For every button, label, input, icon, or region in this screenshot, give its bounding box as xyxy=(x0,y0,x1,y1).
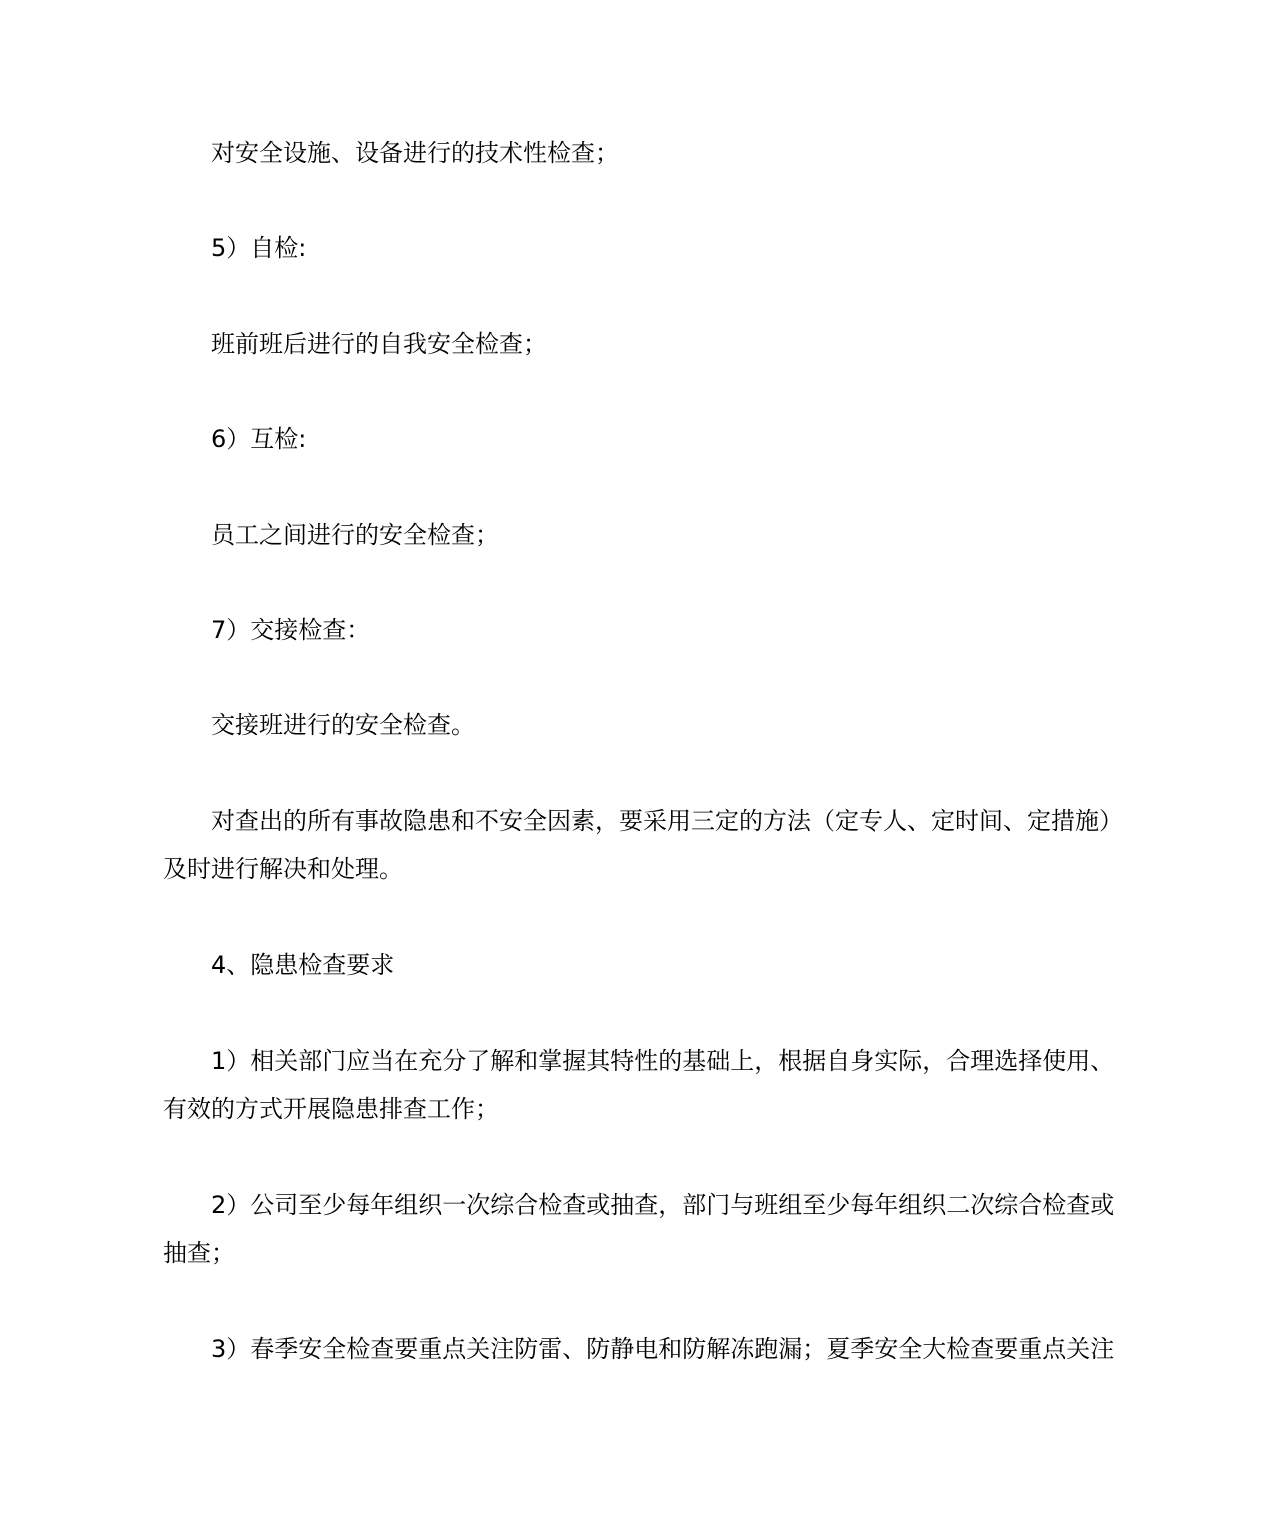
section-heading-hazard-requirements: 4、隐患检查要求 xyxy=(211,951,395,979)
paragraph-handover-check-heading: 7）交接检查： xyxy=(211,616,371,644)
paragraph-requirement-2: 2）公司至少每年组织一次综合检查或抽查，部门与班组至少每年组织二次综合检查或抽查； xyxy=(163,1191,1115,1267)
paragraph-mutual-check-heading: 6）互检: xyxy=(211,425,307,453)
paragraph-self-check-body: 班前班后进行的自我安全检查； xyxy=(211,330,547,358)
paragraph-handover-check-body: 交接班进行的安全检查。 xyxy=(211,711,475,739)
paragraph-self-check-heading: 5）自检: xyxy=(211,234,307,262)
paragraph-requirement-3: 3）春季安全检查要重点关注防雷、防静电和防解冻跑漏；夏季安全大检查要重点关注 xyxy=(211,1335,1115,1363)
paragraph-three-fixed-method: 对查出的所有事故隐患和不安全因素，要采用三定的方法（定专人、定时间、定措施）及时进行解决和处理。 xyxy=(163,807,1123,883)
paragraph-mutual-check-body: 员工之间进行的安全检查； xyxy=(211,521,499,549)
paragraph-technical-inspection: 对安全设施、设备进行的技术性检查； xyxy=(211,139,619,167)
paragraph-requirement-1: 1）相关部门应当在充分了解和掌握其特性的基础上，根据自身实际，合理选择使用、有效的方式开展隐患排查工作； xyxy=(163,1047,1115,1123)
